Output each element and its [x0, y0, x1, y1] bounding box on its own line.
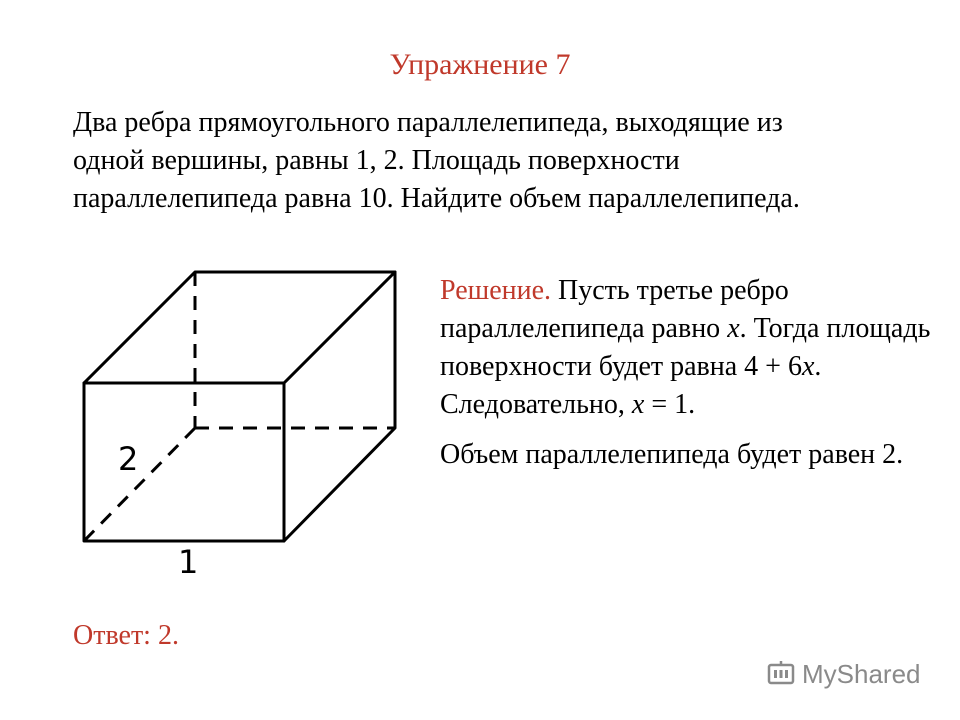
variable-x: x — [631, 389, 645, 420]
hidden-edge-depth — [84, 428, 195, 541]
problem-line: параллелепипеда равна 10. Найдите объем параллелепипеда. — [73, 183, 800, 214]
page-title: Упражнение 7 — [389, 48, 571, 81]
problem-line: одной вершины, равны 1, 2. Площадь поверхности — [73, 145, 680, 176]
problem-line: Два ребра прямоугольного параллелепипеда, выходящие из — [73, 107, 783, 138]
myshared-logo-icon — [766, 659, 796, 689]
solution-text-d: = 1. — [644, 389, 696, 420]
parallelepiped-figure — [70, 258, 410, 588]
top-face — [84, 272, 395, 383]
watermark-text: MyShared — [802, 658, 921, 689]
solution-text-b: . Тогда площадь поверхности будет равна 4 + 6 — [440, 313, 931, 382]
variable-x: x — [801, 351, 815, 382]
problem-text — [73, 104, 933, 218]
label-depth: 2 — [118, 440, 139, 478]
volume-paragraph: Объем параллелепипеда будет равен 2. — [440, 439, 904, 470]
watermark — [766, 654, 936, 694]
solution-text — [440, 272, 945, 486]
answer-text: Ответ: 2. — [73, 620, 179, 651]
right-face — [284, 272, 395, 541]
solution-paragraph — [440, 272, 945, 424]
variable-x: x — [727, 313, 740, 344]
solution-lead: Решение. — [440, 275, 552, 306]
label-width: 1 — [178, 543, 199, 581]
solution-text-c: . Следовательно, — [440, 351, 822, 420]
front-face — [84, 383, 284, 541]
solution-text-a: Пусть третье ребро параллелепипеда равно — [440, 275, 789, 344]
